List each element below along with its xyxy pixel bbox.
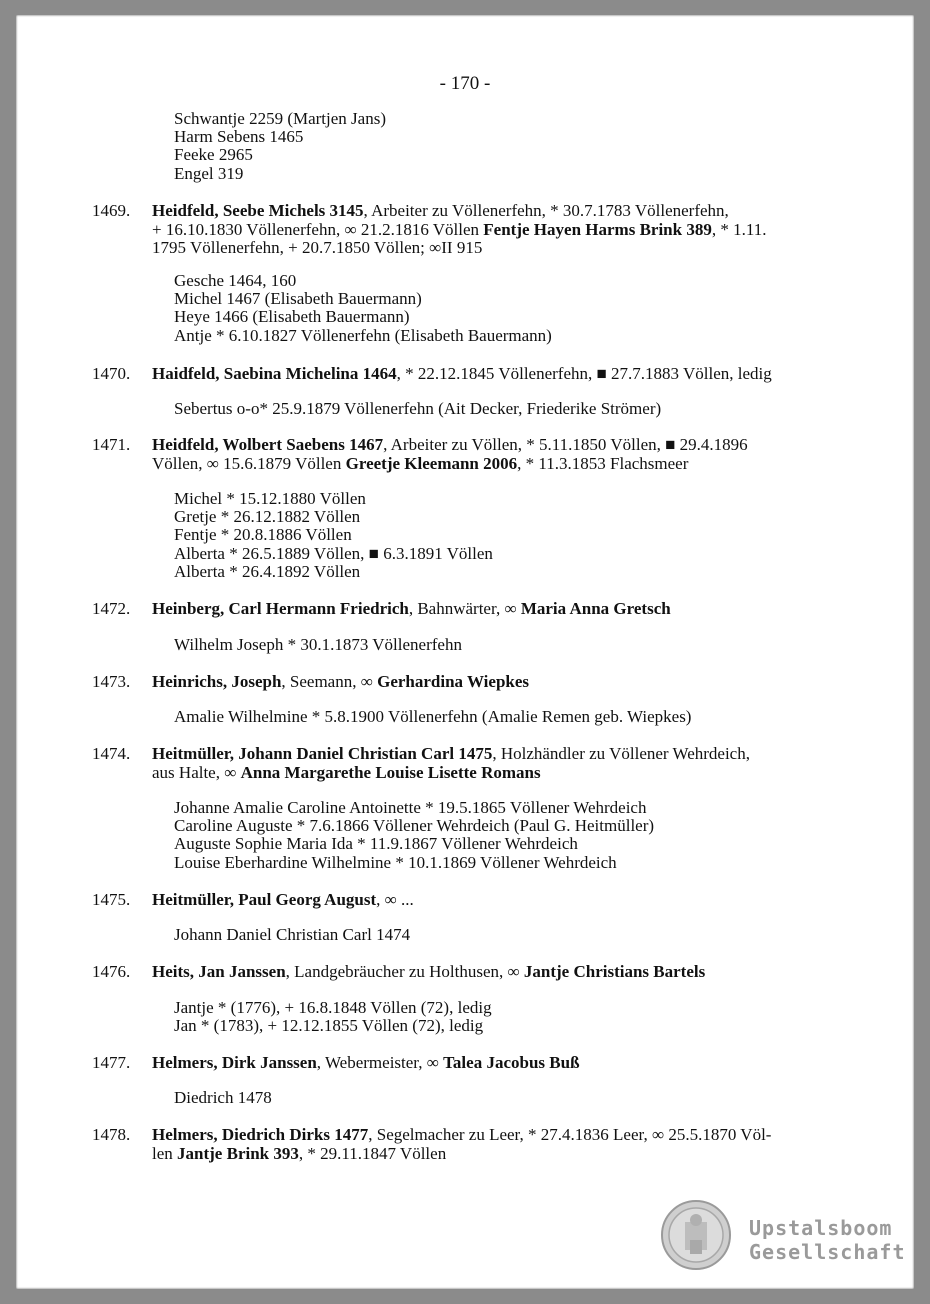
child-line: Sebertus o-o* 25.9.1879 Völlenerfehn (Ait Decker, Friederike Strömer) <box>174 399 662 418</box>
child-line: Michel * 15.12.1880 Völlen <box>174 489 366 508</box>
entry-details: , * 11.3.1853 Flachsmeer <box>517 453 689 473</box>
child-line: Schwantje 2259 (Martjen Jans) <box>174 109 386 128</box>
person-name: Heitmüller, Paul Georg August <box>152 890 377 909</box>
entry-number: 1476. <box>92 962 131 981</box>
entry-number: 1471. <box>92 435 131 454</box>
entry-details: , Arbeiter zu Völlenerfehn, * 30.7.1783 Völlenerfehn, <box>363 201 729 220</box>
seal-icon <box>661 1200 731 1270</box>
entry-1473 <box>92 673 862 692</box>
entry-number: 1472. <box>92 599 131 618</box>
person-name: Heitmüller, Johann Daniel Christian Carl 1475 <box>152 744 493 763</box>
entry-details: Völlen, ∞ 15.6.1879 Völlen <box>152 453 346 473</box>
person-name: Helmers, Dirk Janssen <box>152 1053 317 1072</box>
spouse-name: Anna Margarethe Louise Lisette Romans <box>240 762 541 782</box>
person-name: Heinberg, Carl Hermann Friedrich <box>152 599 409 618</box>
page-number: - 170 - <box>439 73 491 94</box>
children-1474 <box>174 799 654 872</box>
child-line: Antje * 6.10.1827 Völlenerfehn (Elisabeth Bauermann) <box>174 325 552 345</box>
child-line: Harm Sebens 1465 <box>174 127 304 147</box>
children-1472 <box>174 636 462 654</box>
spouse-name: Greetje Kleemann 2006 <box>345 453 518 473</box>
entry-details: 1795 Völlenerfehn, + 20.7.1850 Völlen; ∞II 915 <box>152 238 483 257</box>
child-line: Louise Eberhardine Wilhelmine * 10.1.1869 Völlener Wehrdeich <box>174 852 617 872</box>
logo-line: Upstalsboom <box>749 1216 893 1240</box>
spouse-name: Talea Jacobus Buß <box>443 1053 580 1072</box>
entry-details: , Holzhändler zu Völlener Wehrdeich, <box>492 744 750 763</box>
entry-details: , Bahnwärter, ∞ <box>408 599 521 618</box>
entry-details: , ∞ ... <box>376 890 414 909</box>
logo-line: Gesellschaft <box>749 1240 906 1264</box>
spouse-name: Gerhardina Wiepkes <box>377 672 530 691</box>
child-line: Heye 1466 (Elisabeth Bauermann) <box>174 307 410 327</box>
entry-number: 1474. <box>92 744 131 763</box>
entry-details: , Seemann, ∞ <box>281 672 378 691</box>
prev-children-list <box>174 110 386 183</box>
entry-number: 1470. <box>92 364 131 383</box>
child-line: Amalie Wilhelmine * 5.8.1900 Völlenerfehn (Amalie Remen geb. Wiepkes) <box>174 707 692 726</box>
person-name: Heinrichs, Joseph <box>152 672 282 691</box>
spouse-name: Jantje Christians Bartels <box>523 962 706 981</box>
child-line: Michel 1467 (Elisabeth Bauermann) <box>174 289 422 309</box>
child-line: Jan * (1783), + 12.12.1855 Völlen (72), ledig <box>174 1016 484 1036</box>
child-line: Alberta * 26.5.1889 Völlen, ■ 6.3.1891 Völlen <box>174 543 493 563</box>
document-page <box>16 15 914 1289</box>
person-name: Heidfeld, Seebe Michels 3145 <box>152 201 364 220</box>
entry-details: , Landgebräucher zu Holthusen, ∞ <box>285 962 524 981</box>
children-1476 <box>174 999 492 1035</box>
child-line: Gesche 1464, 160 <box>174 271 297 290</box>
entry-1470 <box>92 365 862 384</box>
entry-1478 <box>92 1126 862 1163</box>
entry-details: , Arbeiter zu Völlen, * 5.11.1850 Völlen, ■ 29.4.1896 <box>383 435 748 454</box>
entry-1476 <box>92 963 862 982</box>
children-1473 <box>174 708 691 726</box>
child-line: Jantje * (1776), + 16.8.1848 Völlen (72), ledig <box>174 998 492 1017</box>
child-line: Engel 319 <box>174 163 244 183</box>
child-line: Feeke 2965 <box>174 145 253 165</box>
child-line: Johann Daniel Christian Carl 1474 <box>174 925 411 944</box>
entry-number: 1473. <box>92 672 131 691</box>
entry-details: , Segelmacher zu Leer, * 27.4.1836 Leer, ∞ 25.5.1870 Völ- <box>368 1125 772 1144</box>
logo-wordmark <box>749 1216 906 1264</box>
entry-number: 1475. <box>92 890 131 909</box>
person-name: Heits, Jan Janssen <box>152 962 286 981</box>
entry-1474 <box>92 745 862 782</box>
spouse-name: Jantje Brink 393 <box>177 1143 299 1163</box>
entry-number: 1477. <box>92 1053 131 1072</box>
child-line: Auguste Sophie Maria Ida * 11.9.1867 Völlener Wehrdeich <box>174 834 578 854</box>
entry-details: len <box>152 1143 178 1163</box>
entry-details: aus Halte, ∞ <box>152 762 241 782</box>
children-1475 <box>174 926 410 944</box>
entry-1471 <box>92 436 862 473</box>
children-1470 <box>174 400 661 418</box>
child-line: Alberta * 26.4.1892 Völlen <box>174 561 361 581</box>
spouse-name: Fentje Hayen Harms Brink 389 <box>483 219 712 239</box>
child-line: Diedrich 1478 <box>174 1088 272 1107</box>
spouse-name: Maria Anna Gretsch <box>520 599 671 618</box>
child-line: Johanne Amalie Caroline Antoinette * 19.5.1865 Völlener Wehrdeich <box>174 798 647 817</box>
child-line: Gretje * 26.12.1882 Völlen <box>174 507 361 527</box>
entry-details: , * 22.12.1845 Völlenerfehn, ■ 27.7.1883 Völlen, ledig <box>396 364 772 383</box>
entry-1472 <box>92 600 862 619</box>
entry-1477 <box>92 1054 862 1073</box>
entry-number: 1469. <box>92 201 131 220</box>
child-line: Caroline Auguste * 7.6.1866 Völlener Wehrdeich (Paul G. Heitmüller) <box>174 816 655 836</box>
children-1469 <box>174 272 552 345</box>
entry-details: , * 29.11.1847 Völlen <box>298 1143 447 1163</box>
entry-details: , * 1.11. <box>711 219 767 239</box>
person-name: Heidfeld, Wolbert Saebens 1467 <box>152 435 384 454</box>
person-name: Helmers, Diedrich Dirks 1477 <box>152 1125 369 1144</box>
entry-1475 <box>92 891 862 910</box>
child-line: Fentje * 20.8.1886 Völlen <box>174 525 352 545</box>
children-1471 <box>174 490 493 581</box>
entry-number: 1478. <box>92 1125 131 1144</box>
entry-details: , Webermeister, ∞ <box>316 1053 444 1072</box>
entry-details: + 16.10.1830 Völlenerfehn, ∞ 21.2.1816 Völlen <box>152 219 484 239</box>
child-line: Wilhelm Joseph * 30.1.1873 Völlenerfehn <box>174 635 462 654</box>
person-name: Haidfeld, Saebina Michelina 1464 <box>152 364 397 383</box>
children-1477 <box>174 1089 272 1107</box>
entry-1469 <box>92 202 862 258</box>
